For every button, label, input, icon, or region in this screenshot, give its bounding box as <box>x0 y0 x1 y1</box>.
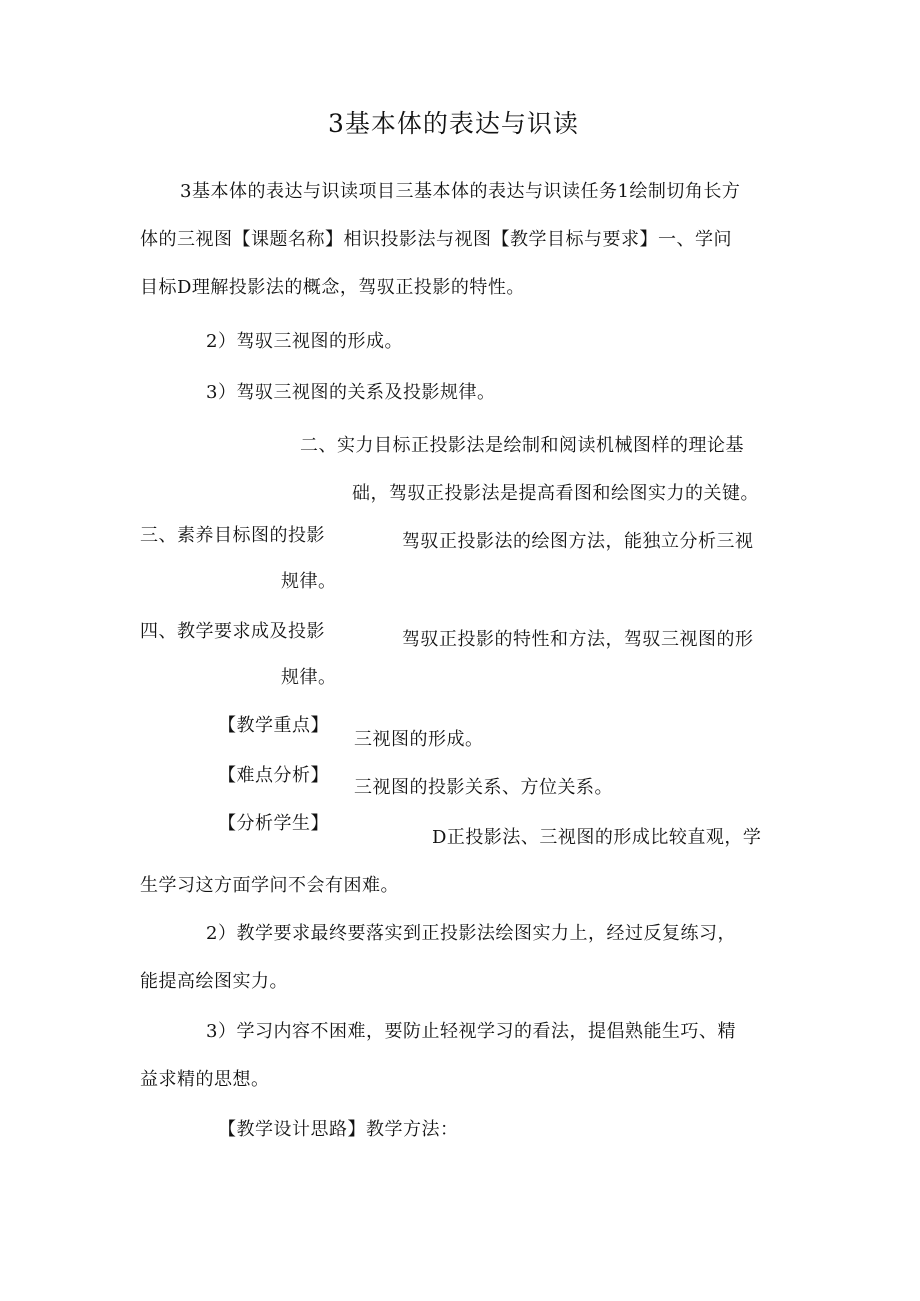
paragraph-2-line-2: 能提高绘图实力。 <box>140 971 288 992</box>
document-title: 3基本体的表达与识读 <box>328 109 579 138</box>
difficulty-text: 三视图的投影关系、方位关系。 <box>354 777 613 798</box>
students-line-1: D正投影法、三视图的形成比较直观，学 <box>432 827 762 848</box>
ability-line-1: 二、实力目标正投影法是绘制和阅读机械图样的理论基 <box>300 435 744 456</box>
students-label: 【分析学生】 <box>218 813 329 834</box>
paragraph-3-line-2: 益求精的思想。 <box>140 1069 270 1090</box>
key-point-text: 三视图的形成。 <box>354 729 484 750</box>
design-heading: 【教学设计思路】教学方法： <box>218 1119 459 1140</box>
key-point-label: 【教学重点】 <box>218 715 329 736</box>
literacy-continuation: 规律。 <box>281 571 337 592</box>
literacy-text: 驾驭正投影法的绘图方法，能独立分析三视 <box>402 531 754 552</box>
intro-line-2: 体的三视图【课题名称】相识投影法与视图【教学目标与要求】一、学问 <box>140 229 732 250</box>
ability-line-2: 础，驾驭正投影法是提高看图和绘图实力的关键。 <box>352 483 759 504</box>
intro-line-3: 目标D理解投影法的概念，驾驭正投影的特性。 <box>140 277 525 298</box>
paragraph-3-line-1: 3）学习内容不困难，要防止轻视学习的看法，提倡熟能生巧、精 <box>206 1021 736 1042</box>
paragraph-2-line-1: 2）教学要求最终要落实到正投影法绘图实力上，经过反复练习， <box>206 923 736 944</box>
difficulty-label: 【难点分析】 <box>218 765 329 786</box>
requirements-continuation: 规律。 <box>281 667 337 688</box>
objective-item-2: 2）驾驭三视图的形成。 <box>206 331 403 352</box>
objective-item-3: 3）驾驭三视图的关系及投影规律。 <box>206 382 496 403</box>
literacy-heading: 三、素养目标图的投影 <box>140 525 325 546</box>
students-line-2: 生学习这方面学问不会有困难。 <box>140 875 399 896</box>
intro-line-1: 3基本体的表达与识读项目三基本体的表达与识读任务1绘制切角长方 <box>180 181 741 202</box>
requirements-text: 驾驭正投影的特性和方法，驾驭三视图的形 <box>402 629 754 650</box>
requirements-heading: 四、教学要求成及投影 <box>140 621 325 642</box>
